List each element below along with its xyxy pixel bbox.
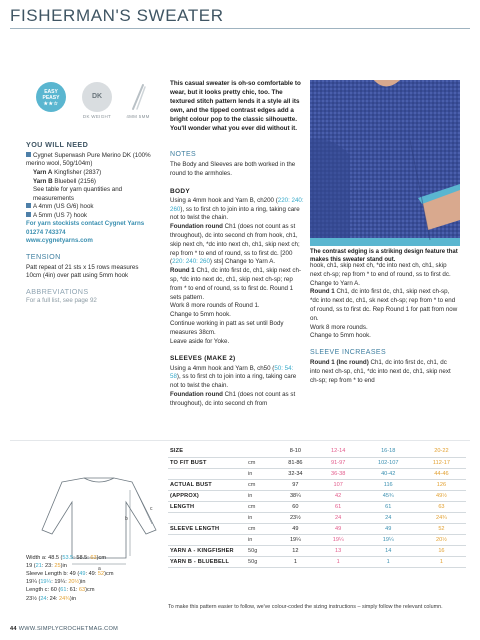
notes-text: The Body and Sleeves are both worked in the round to the armholes. [170, 160, 296, 177]
row-label: LENGTH [168, 501, 246, 512]
increase-round: Round 1 (Inc round) Ch1, dc into first dc, ch1, dc into next ch-sp, ch1, *dc into next dc, ch1, skip next ch-sp; rep from * to end [310, 359, 451, 384]
table-row [168, 468, 466, 479]
instruction-line: hook, ch1, skip next ch, *dc into next ch, ch1, skip next ch-sp; rep from * to end of round, ss to first dc. [310, 262, 451, 278]
size-cell: 19¼ [360, 534, 417, 545]
row-label: (APPROX) [168, 490, 246, 501]
length-inches: 23½ (24: 24: 24¾)in [26, 595, 77, 602]
size-cell: 49 [274, 523, 317, 534]
size-cell: 61 [360, 501, 417, 512]
table-row [168, 446, 466, 457]
size-cell: 38¼ [274, 490, 317, 501]
row-unit: in [246, 512, 274, 523]
yarn-a-line: Yarn A Kingfisher (2837) [33, 169, 102, 177]
abbreviations-heading: ABBREVIATIONS [26, 286, 89, 296]
row-unit [246, 446, 274, 457]
instruction-line: Work 8 more rounds of Round 1. [170, 302, 260, 310]
size-cell: 52 [417, 523, 466, 534]
weight-caption: DK WEIGHT [82, 114, 112, 119]
row-unit: 50g [246, 545, 274, 556]
sleeve-length-measurement: Sleeve Length b: 49 (49: 49: 52)cm [26, 571, 114, 578]
instruction-line: Work 8 more rounds. [310, 323, 368, 331]
size-cell: 40-42 [360, 468, 417, 479]
size-cell: 24¾ [417, 512, 466, 523]
row-label [168, 512, 246, 523]
table-footnote: To make this pattern easier to follow, we've colour-coded the sizing instructions – simply follow the relevant column. [168, 604, 443, 610]
instruction-line: Change to 5mm hook. [310, 332, 371, 340]
sleeve-length-inches: 19¼ (19¼: 19¼: 20½)in [26, 579, 86, 586]
size-cell: 60 [274, 501, 317, 512]
size-cell: 102-107 [360, 457, 417, 468]
length-measurement: Length c: 60 (61: 61: 63)cm [26, 587, 95, 594]
size-cell: 8-10 [274, 446, 317, 457]
title-rule [10, 28, 470, 29]
difficulty-badges [26, 76, 150, 126]
page-title: FISHERMAN'S SWEATER [10, 6, 224, 25]
sweater-photo [310, 80, 460, 246]
dk-weight-badge: DK [82, 82, 112, 112]
size-cell: 61 [317, 501, 360, 512]
size-cell: 20-22 [417, 446, 466, 457]
size-table-body [168, 446, 466, 567]
size-cell: 20½ [417, 534, 466, 545]
notes-heading: NOTES [170, 151, 197, 158]
size-cell: 23½ [274, 512, 317, 523]
size-table [168, 446, 466, 568]
bullet-square-icon [26, 212, 31, 217]
width-inches: 19 (21: 23: 25)in [26, 563, 67, 570]
size-cell: 107 [317, 479, 360, 490]
table-row [168, 545, 466, 556]
size-cell: 126 [417, 479, 466, 490]
sleeves-heading: SLEEVES (MAKE 2) [170, 355, 236, 363]
foundation-round: Foundation round Ch1 (does not count as st throughout), dc into second ch from hook, ch1, skip next ch, *dc into next ch, ch1, skip next ch; rep from * to end of round, ss to first dc. [200 (220: 240: 260) sts] Change to Yarn A. [170, 223, 300, 266]
table-row [168, 534, 466, 545]
round-1: Round 1 Ch1, dc into first dc, ch1, skip next ch-sp, *dc into next dc, ch1, skip next ch-sp; rep from * to end of round, ss to first dc. Round 1 sets pattern. [170, 267, 302, 301]
size-cell: 44-46 [417, 468, 466, 479]
row-unit: in [246, 468, 274, 479]
size-cell: 24 [317, 512, 360, 523]
sleeve-increases-heading: SLEEVE INCREASES [310, 349, 387, 357]
body-heading: BODY [170, 187, 190, 195]
size-cell: 49 [317, 523, 360, 534]
size-cell: 97 [274, 479, 317, 490]
round-1: Round 1 Ch1, dc into first dc, ch1, skip next ch-sp, *dc into next dc, ch1, sk next ch-sp; rep from * to end of round, ss to first dc. Rep Round 1 for patt from now on. [310, 288, 458, 322]
abbreviations-text: For a full list, see page 92 [26, 296, 97, 304]
crochet-hook-icon [127, 82, 149, 112]
table-row [168, 523, 466, 534]
row-label: ACTUAL BUST [168, 479, 246, 490]
row-label [168, 534, 246, 545]
size-cell: 1 [317, 556, 360, 567]
row-unit: cm [246, 501, 274, 512]
table-row [168, 490, 466, 501]
table-row [168, 501, 466, 512]
bullet-square-icon [26, 203, 31, 208]
size-cell: 81-86 [274, 457, 317, 468]
row-label: SLEEVE LENGTH [168, 523, 246, 534]
size-cell: 116 [360, 479, 417, 490]
row-unit: cm [246, 523, 274, 534]
size-cell: 1 [360, 556, 417, 567]
footer-website: WWW.SIMPLYCROCHETMAG.COM [18, 626, 119, 632]
tension-heading: TENSION [26, 251, 61, 261]
sleeve-foundation-round: Foundation round Ch1 (does not count as st throughout), dc into second ch from [170, 390, 296, 407]
size-cell: 1 [417, 556, 466, 567]
schematic-label-b: b [125, 516, 128, 522]
row-unit: cm [246, 479, 274, 490]
row-label [168, 468, 246, 479]
table-note: See table for yarn quantities and measurements [33, 186, 123, 202]
size-cell: 13 [317, 545, 360, 556]
you-will-need-heading: YOU WILL NEED [26, 140, 89, 149]
row-unit: 50g [246, 556, 274, 567]
pattern-column-right [310, 262, 458, 386]
stockists-contact: For yarn stockists contact Cygnet Yarns 01274 743374 [26, 220, 145, 236]
size-cell: 16 [417, 545, 466, 556]
page-number: 44 [10, 626, 17, 632]
row-label: YARN B - BLUEBELL [168, 556, 246, 567]
intro-paragraph: This casual sweater is oh-so comfortable to wear, but it looks pretty chic, too. The textured stitch pattern lends it a style all its own, and the tipped contrast edges add a bright colour pop to the classic silhouette. You'll wonder what you ever did without it. [170, 80, 301, 132]
size-cell: 45¾ [360, 490, 417, 501]
schematic-label-c: c [150, 506, 153, 512]
section-divider [10, 440, 470, 441]
size-cell: 63 [417, 501, 466, 512]
size-cell: 12 [274, 545, 317, 556]
row-label: YARN A - KINGFISHER [168, 545, 246, 556]
size-cell: 12-14 [317, 446, 360, 457]
hook-5mm-item: A 5mm (US 7) hook [26, 212, 154, 221]
size-cell: 91-97 [317, 457, 360, 468]
table-row [168, 479, 466, 490]
size-cell: 14 [360, 545, 417, 556]
size-cell: 49½ [417, 490, 466, 501]
pattern-column-middle [170, 150, 304, 409]
instruction-line: Change to 5mm hook. [170, 311, 231, 319]
stockist-website-link[interactable]: www.cygnetyarns.com [26, 237, 93, 245]
table-row [168, 512, 466, 523]
sweater-illustration [310, 80, 460, 246]
hook-caption: 4MM 5MM [126, 114, 150, 119]
sleeves-instruction: Using a 4mm hook and Yarn B, ch50 (50: 54: 58), ss to first ch to join into a ring, taking care not to twist the chain. [170, 364, 297, 390]
row-unit: in [246, 490, 274, 501]
instruction-line: Continue working in patt as set until Body measures 38cm. [170, 319, 284, 336]
size-cell: 42 [317, 490, 360, 501]
tension-text: Patt repeat of 21 sts x 15 rows measures 10cm (4in) over patt using 5mm hook [26, 263, 139, 280]
instruction-line: Leave aside for Yoke. [170, 337, 230, 345]
table-row [168, 457, 466, 468]
row-unit: in [246, 534, 274, 545]
easy-peasy-badge: EASY PEASY ★★☆ [36, 82, 66, 112]
page-footer [10, 626, 118, 632]
yarn-b-line: Yarn B Bluebell (2156) [33, 177, 96, 185]
star-rating-icon: ★★☆ [43, 100, 59, 107]
size-cell: 1 [274, 556, 317, 567]
bullet-square-icon [26, 152, 31, 157]
body-instruction: Using a 4mm hook and Yarn B, ch200 (220: 240: 260), ss to first ch to join into a ring, taking care not to twist the chain. [170, 196, 304, 222]
row-label: SIZE [168, 446, 246, 457]
size-cell: 24 [360, 512, 417, 523]
hook-4mm-item: A 4mm (US G/6) hook [26, 203, 154, 212]
garment-measurements [26, 554, 156, 603]
instruction-line: Change to Yarn A. [310, 279, 360, 287]
size-cell: 19¼ [317, 534, 360, 545]
row-unit: cm [246, 457, 274, 468]
size-cell: 16-18 [360, 446, 417, 457]
width-measurement: Width a: 48.5 (53.5: 58.5: 63)cm [26, 555, 106, 561]
yarn-item: Cygnet Superwash Pure Merino DK (100% merino wool, 50g/104m) [26, 151, 151, 168]
size-cell: 49 [360, 523, 417, 534]
size-cell: 19¼ [274, 534, 317, 545]
size-cell: 112-17 [417, 457, 466, 468]
row-label: TO FIT BUST [168, 457, 246, 468]
photo-caption: The contrast edging is a striking design feature that makes this sweater stand out. [310, 249, 458, 264]
table-row [168, 556, 466, 567]
schematic-label-a: a [98, 566, 101, 570]
size-cell: 36-38 [317, 468, 360, 479]
size-cell: 32-34 [274, 468, 317, 479]
materials-sidebar [26, 140, 154, 305]
